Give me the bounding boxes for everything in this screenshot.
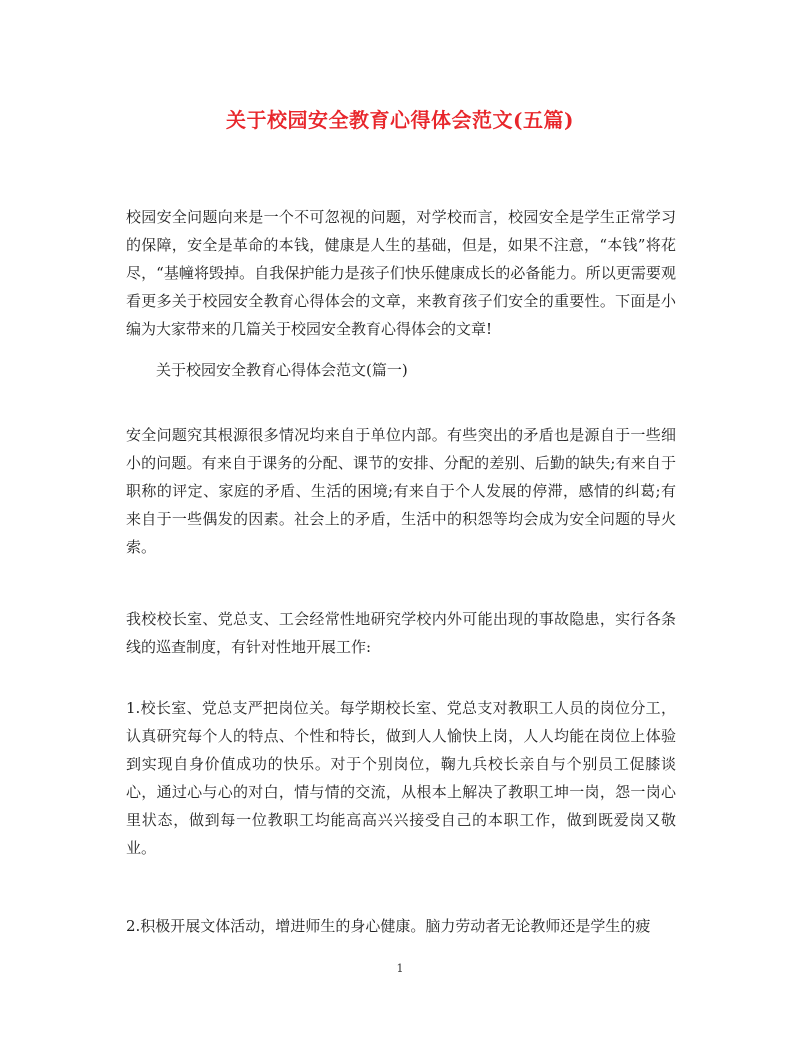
body-paragraph: 安全问题究其根源很多情况均来自于单位内部。有些突出的矛盾也是源自于一些细小的问题。有来自于课务的分配、课节的安排、分配的差别、后勤的缺失;有来自于职称的评定、家庭的矛盾、生活的困境;有来自于个人发展的停滞，感情的纠葛;有来自于一些偶发的因素。社会上的矛盾，生活中的积怨等均会成为安全问题的导火索。	[126, 426, 676, 556]
document-title: 关于校园安全教育心得体会范文(五篇)	[226, 108, 574, 132]
body-paragraph: 我校校长室、党总支、工会经常性地研究学校内外可能出现的事故隐患，实行各条线的巡查制度，有针对性地开展工作:	[126, 610, 676, 656]
page-number: 1	[396, 962, 404, 975]
intro-paragraph: 校园安全问题向来是一个不可忽视的问题，对学校而言，校园安全是学生正常学习的保障，安全是革命的本钱，健康是人生的基础，但是，如果不注意，“本钱”将花尽，“基幢将毁掉。自我保护能力是孩子们快乐健康成长的必备能力。所以更需要观看更多关于校园安全教育心得体会的文章，来教育孩子们安全的重要性。下面是小编为大家带来的几篇关于校园安全教育心得体会的文章!	[126, 208, 676, 338]
section-heading: 关于校园安全教育心得体会范文(篇一)	[156, 361, 408, 379]
body-paragraph: 1.校长室、党总支严把岗位关。每学期校长室、党总支对教职工人员的岗位分工，认真研究每个人的特点、个性和特长，做到人人愉快上岗，人人均能在岗位上体验到实现自身价值成功的快乐。对于个别岗位，鞠九兵校长亲自与个别员工促膝谈心，通过心与心的对白，情与情的交流，从根本上解决了教职工坤一岗，怨一岗心里状态，做到每一位教职工均能高高兴兴接受自己的本职工作，做到既爱岗又敬业。	[126, 699, 676, 857]
body-paragraph: 2.积极开展文体活动，增进师生的身心健康。脑力劳动者无论教师还是学生的疲	[126, 917, 651, 935]
